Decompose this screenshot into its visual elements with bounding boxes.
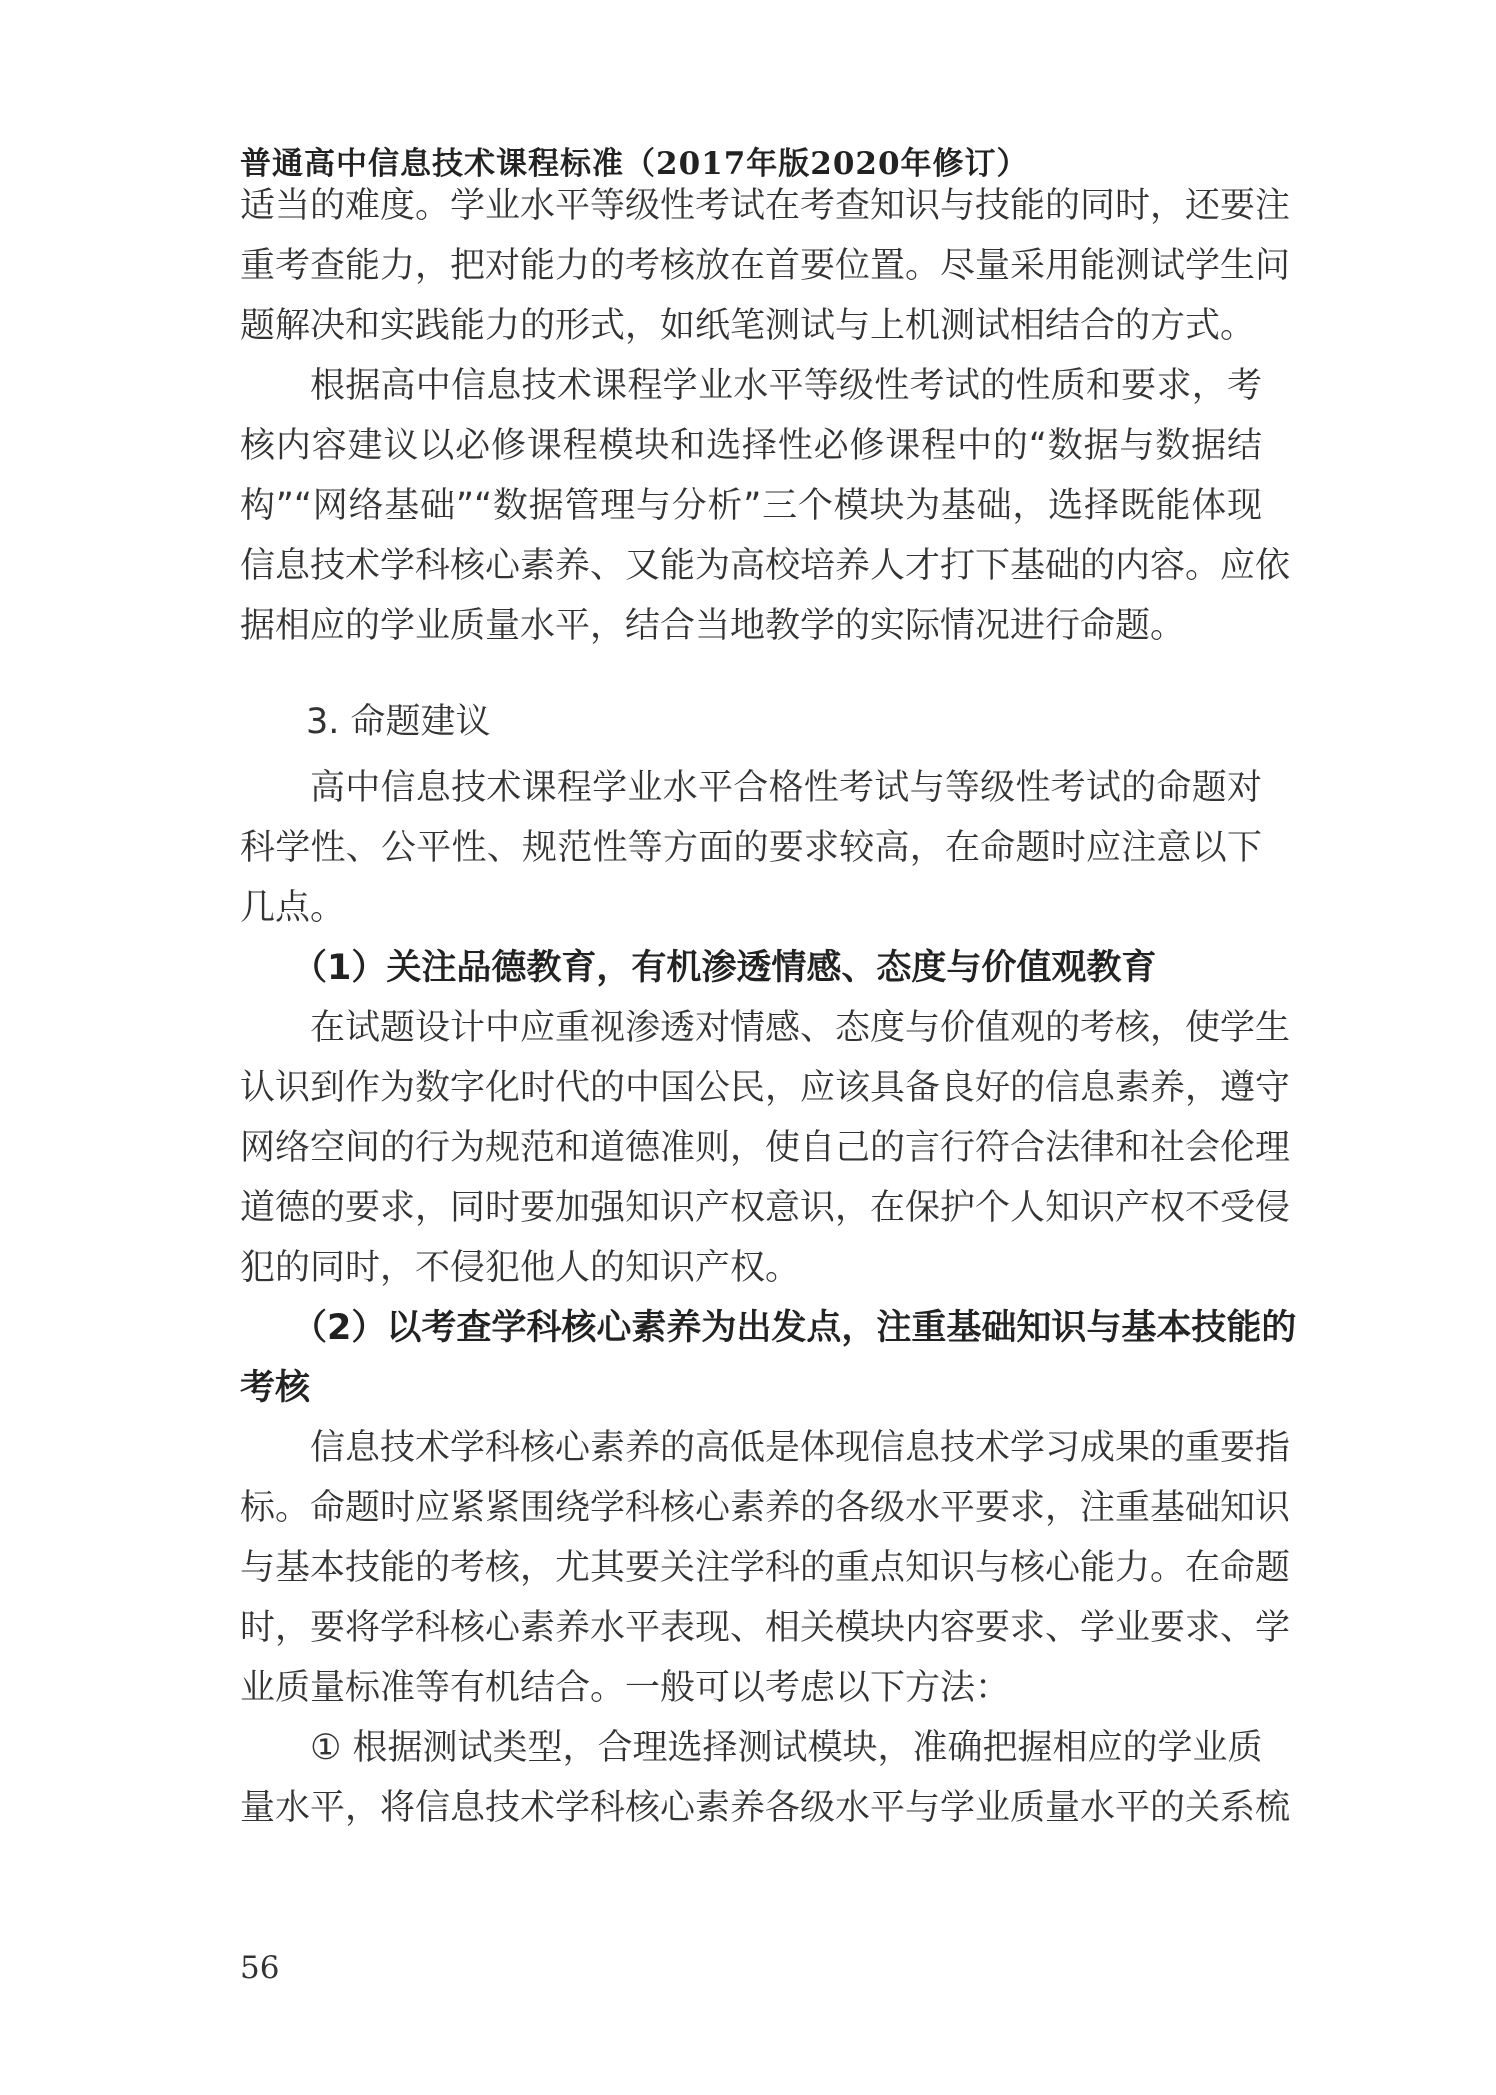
subheading-1: （1）关注品德教育，有机渗透情感、态度与价值观教育 <box>292 948 1157 988</box>
paragraph-2-line: 根据高中信息技术课程学业水平等级性考试的性质和要求，考 <box>310 366 1262 406</box>
paragraph-5-line: 时，要将学科核心素养水平表现、相关模块内容要求、学业要求、学 <box>240 1608 1291 1648</box>
paragraph-2-line: 信息技术学科核心素养、又能为高校培养人才打下基础的内容。应依 <box>240 546 1291 586</box>
page-number: 56 <box>240 1950 280 1986</box>
paragraph-4-line: 在试题设计中应重视渗透对情感、态度与价值观的考核，使学生 <box>310 1008 1291 1048</box>
paragraph-5-line: 业质量标准等有机结合。一般可以考虑以下方法： <box>240 1668 1011 1708</box>
paragraph-3-line: 高中信息技术课程学业水平合格性考试与等级性考试的命题对 <box>310 768 1262 808</box>
paragraph-4-line: 认识到作为数字化时代的中国公民，应该具备良好的信息素养，遵守 <box>240 1068 1291 1108</box>
body-text <box>240 176 1297 1838</box>
paragraph-4-line: 道德的要求，同时要加强知识产权意识，在保护个人知识产权不受侵 <box>240 1188 1291 1228</box>
paragraph-5-line: 标。命题时应紧紧围绕学科核心素养的各级水平要求，注重基础知识 <box>240 1488 1291 1528</box>
paragraph-4-line: 网络空间的行为规范和道德准则，使自己的言行符合法律和社会伦理 <box>240 1128 1291 1168</box>
paragraph-2-line: 据相应的学业质量水平，结合当地教学的实际情况进行命题。 <box>240 606 1186 646</box>
paragraph-5-line: 信息技术学科核心素养的高低是体现信息技术学习成果的重要指 <box>310 1428 1291 1468</box>
paragraph-3-line: 几点。 <box>240 888 346 928</box>
paragraph-6-line: ① 根据测试类型，合理选择测试模块，准确把握相应的学业质 <box>310 1728 1263 1768</box>
paragraph-3-line: 科学性、公平性、规范性等方面的要求较高，在命题时应注意以下 <box>240 828 1262 868</box>
subheading-2-line: 考核 <box>240 1368 311 1408</box>
section-gap <box>240 656 1262 692</box>
paragraph-2-line: 核内容建议以必修课程模块和选择性必修课程中的“数据与数据结 <box>240 426 1262 466</box>
paragraph-1-line: 重考查能力，把对能力的考核放在首要位置。尽量采用能测试学生问 <box>240 246 1291 286</box>
paragraph-5-line: 与基本技能的考核，尤其要关注学科的重点知识与核心能力。在命题 <box>240 1548 1291 1588</box>
running-header: 普通高中信息技术课程标准（2017年版2020年修订） <box>240 146 1029 182</box>
paragraph-6-line: 量水平，将信息技术学科核心素养各级水平与学业质量水平的关系梳 <box>240 1788 1291 1828</box>
subheading-2-line: （2）以考查学科核心素养为出发点，注重基础知识与基本技能的 <box>292 1308 1297 1348</box>
paragraph-2-line: 构”“网络基础”“数据管理与分析”三个模块为基础，选择既能体现 <box>240 486 1262 526</box>
paragraph-1-line: 适当的难度。学业水平等级性考试在考查知识与技能的同时，还要注 <box>240 186 1291 226</box>
section-title: 3. 命题建议 <box>306 702 491 742</box>
paragraph-1-line: 题解决和实践能力的形式，如纸笔测试与上机测试相结合的方式。 <box>240 306 1256 346</box>
paragraph-4-line: 犯的同时，不侵犯他人的知识产权。 <box>240 1248 801 1288</box>
